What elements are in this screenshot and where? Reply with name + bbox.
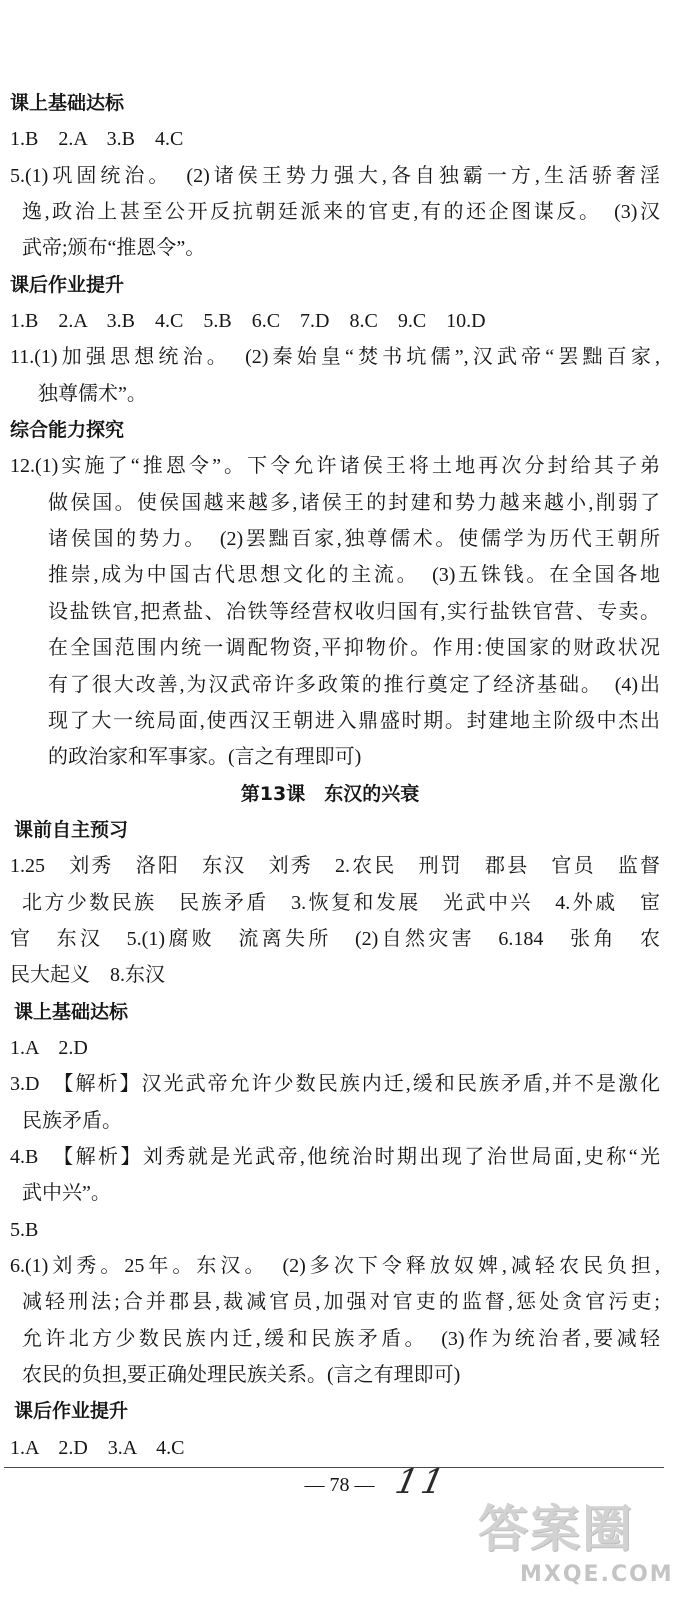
answer-line: 1.25 刘秀 洛阳 东汉 刘秀 2.农民 刑罚 郡县 官员 监督 — [10, 855, 660, 878]
footer-rule — [4, 1467, 664, 1468]
answer-key-content — [10, 85, 660, 1466]
answer-line: 有了很大改善,为汉武帝许多政策的推行奠定了经济基础。 (4)出 — [48, 673, 660, 696]
answer-line: 做侯国。使侯国越来越多,诸侯王的封建和势力越来越小,削弱了 — [48, 491, 660, 514]
answer-line: 武帝;颁布“推恩令”。 — [22, 237, 206, 260]
answer-line: 在全国范围内统一调配物资,平抑物价。作用:使国家的财政状况 — [48, 637, 660, 660]
watermark-logo: 答案圈 — [478, 1500, 634, 1558]
answer-line: 北方少数民族 民族矛盾 3.恢复和发展 光武中兴 4.外戚 宦 — [22, 891, 660, 914]
answer-line: 民族矛盾。 — [22, 1109, 122, 1132]
answer-line: 设盐铁官,把煮盐、冶铁等经营权收归国有,实行盐铁官营、专卖。 — [48, 600, 660, 623]
answer-line: 允许北方少数民族内迁,缓和民族矛盾。 (3)作为统治者,要减轻 — [22, 1327, 660, 1350]
section-heading: 课上基础达标 — [14, 1000, 129, 1023]
section-heading: 课后作业提升 — [10, 273, 125, 296]
answer-line: 诸侯国的势力。 (2)罢黜百家,独尊儒术。使儒学为历代王朝所 — [48, 528, 660, 551]
answer-line: 3.D 【解析】汉光武帝允许少数民族内迁,缓和民族矛盾,并不是激化 — [10, 1073, 660, 1096]
section-heading: 课后作业提升 — [14, 1400, 129, 1423]
answer-line: 逸,政治上甚至公开反抗朝廷派来的官吏,有的还企图谋反。 (3)汉 — [22, 201, 660, 224]
lesson-title: 第13课 东汉的兴衰 — [240, 782, 420, 805]
section-heading: 综合能力探究 — [10, 419, 125, 442]
answer-line: 1.B 2.A 3.B 4.C — [10, 128, 184, 151]
answer-line: 减轻刑法;合并郡县,裁减官员,加强对官吏的监督,惩处贪官污吏; — [22, 1291, 660, 1314]
answer-line: 现了大一统局面,使西汉王朝进入鼎盛时期。封建地主阶级中杰出 — [48, 709, 660, 732]
answer-line: 独尊儒术”。 — [38, 382, 147, 405]
answer-line: 民大起义 8.东汉 — [10, 964, 165, 987]
answer-line: 官 东汉 5.(1)腐败 流离失所 (2)自然灾害 6.184 张角 农 — [10, 927, 660, 950]
handwritten-mark: 11 — [391, 1462, 452, 1502]
answer-line: 1.A 2.D — [10, 1036, 88, 1059]
answer-line: 5.(1)巩固统治。 (2)诸侯王势力强大,各自独霸一方,生活骄奢淫 — [10, 164, 660, 187]
answer-line: 推崇,成为中国古代思想文化的主流。 (3)五铢钱。在全国各地 — [48, 564, 660, 587]
answer-line: 1.A 2.D 3.A 4.C — [10, 1436, 185, 1459]
answer-line: 的政治家和军事家。(言之有理即可) — [48, 746, 362, 769]
section-heading: 课前自主预习 — [14, 818, 129, 841]
answer-line: 1.B 2.A 3.B 4.C 5.B 6.C 7.D 8.C 9.C 10.D — [10, 310, 486, 333]
section-heading: 课上基础达标 — [10, 92, 125, 114]
answer-line: 12.(1)实施了“推恩令”。下令允许诸侯王将土地再次分封给其子弟 — [10, 455, 660, 478]
page-number: — 78 — — [304, 1474, 375, 1496]
answer-line: 6.(1)刘秀。25年。东汉。 (2)多次下令释放奴婢,减轻农民负担, — [10, 1255, 660, 1277]
answer-line: 农民的负担,要正确处理民族关系。(言之有理即可) — [22, 1364, 461, 1387]
answer-line: 4.B 【解析】刘秀就是光武帝,他统治时期出现了治世局面,史称“光 — [10, 1145, 660, 1168]
answer-line: 武中兴”。 — [22, 1182, 111, 1205]
watermark-url: MXQE.COM — [520, 1562, 674, 1587]
answer-line: 11.(1)加强思想统治。 (2)秦始皇“焚书坑儒”,汉武帝“罢黜百家, — [10, 346, 660, 369]
answer-line: 5.B — [10, 1218, 39, 1241]
